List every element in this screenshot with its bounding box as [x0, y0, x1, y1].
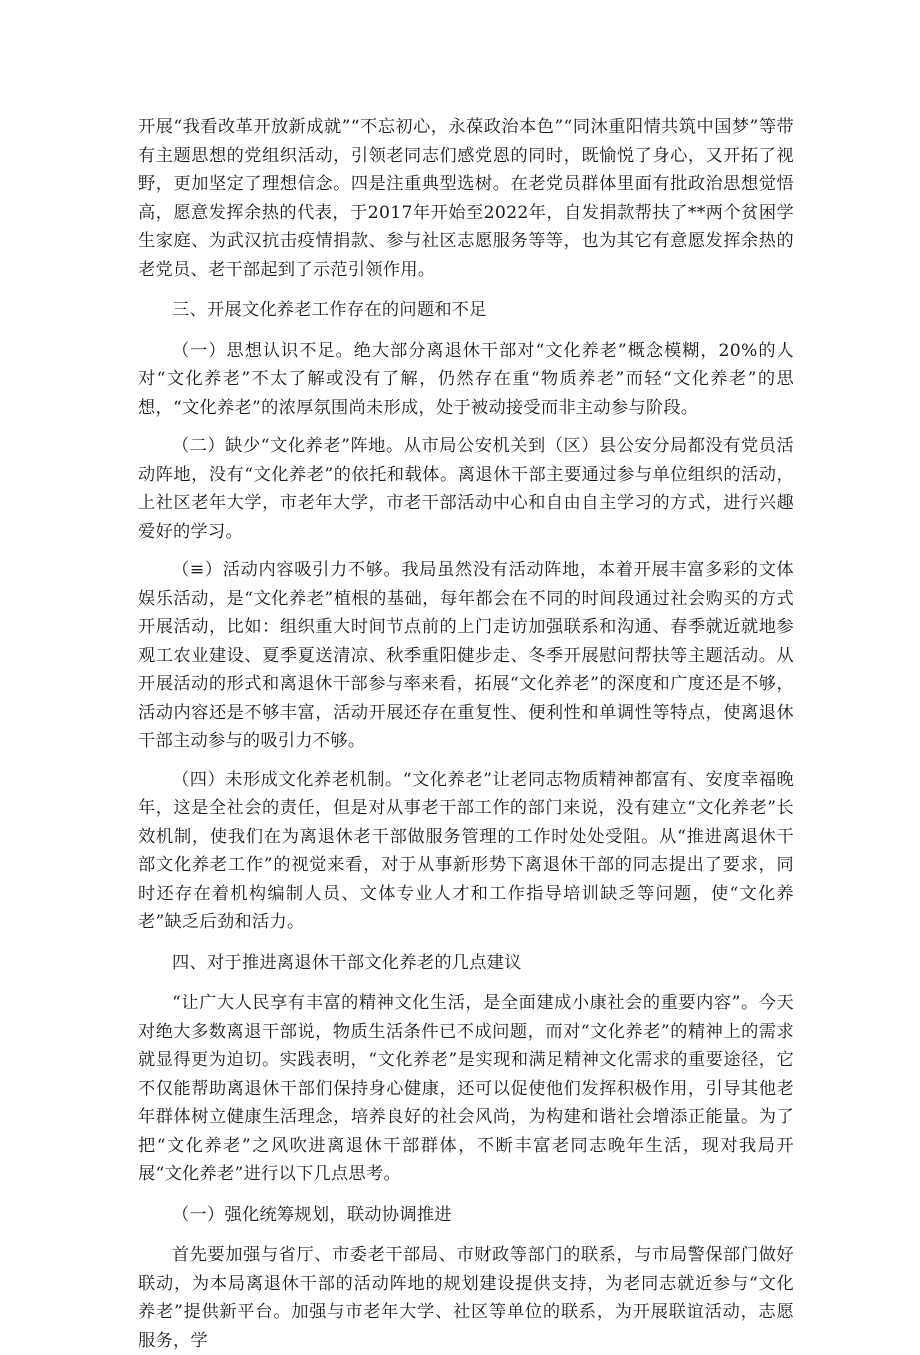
- subsection-heading-1: （一）强化统筹规划，联动协调推进: [172, 1204, 452, 1225]
- section-heading-4: 四、对于推进离退休干部文化养老的几点建议: [172, 952, 522, 973]
- paragraph-coordination: 首先要加强与省厅、市委老干部局、市财政等部门的联系，与市局警保部门做好联动，为本局离退休干部的活动阵地的规划建设提供支持，为老同志就近参与“文化养老”提供新平台。加强与市老年大学、社区等单位的联系，为开展联谊活动，志愿服务，学: [138, 1245, 794, 1351]
- section-heading-3: 三、开展文化养老工作存在的问题和不足: [172, 300, 487, 320]
- paragraph-no-mechanism: （四）未形成文化养老机制。“文化养老”让老同志物质精神都富有、安度幸福晚年，这是全社会的责任，但是对从事老干部工作的部门来说，没有建立“文化养老”长效机制，使我们在为离退休老干部做服务管理的工作时处处受阻。从“推进离退休干部文化养老工作”的视觉来看，对于从事新形势下离退休干部的同志提出了要求，同时还存在着机构编制人员、文体专业人才和工作指导培训缺乏等问题，使“文化养老”缺乏后劲和活力。: [138, 769, 794, 932]
- paragraph-continuation: 开展“我看改革开放新成就”“不忘初心，永葆政治本色”“同沐重阳情共筑中国梦”等带有主题思想的党组织活动，引领老同志们感党恩的同时，既愉悦了身心，又开拓了视野，更加坚定了理想信念。四是注重典型选树。在老党员群体里面有批政治思想觉悟高，愿意发挥余热的代表，于2017年开始至2022年，自发捐款帮扶了**两个贫困学生家庭、为武汉抗击疫情捐款、参与社区志愿服务等等，也为其它有意愿发挥余热的老党员、老干部起到了示范引领作用。: [138, 117, 794, 280]
- document-page: [138, 113, 794, 1355]
- paragraph-activity-appeal: （≡）活动内容吸引力不够。我局虽然没有活动阵地，本着开展丰富多彩的文体娱乐活动，是“文化养老”植根的基础，每年都会在不同的时间段通过社会购买的方式开展活动，比如：组织重大时间节点前的上门走访加强联系和沟通、春季就近就地参观工农业建设、夏季夏送清凉、秋季重阳健步走、冬季开展慰问帮扶等主题活动。从开展活动的形式和离退休干部参与率来看，拓展“文化养老”的深度和广度还是不够，活动内容还是不够丰富，活动开展还存在重复性、便利性和单调性等特点，使离退休干部主动参与的吸引力不够。: [138, 560, 794, 751]
- paragraph-lack-of-venues: （二）缺少“文化养老”阵地。从市局公安机关到（区）县公安分局都没有党员活动阵地，没有“文化养老”的依托和载体。离退休干部主要通过参与单位组织的活动，上社区老年大学，市老年大学，市老干部活动中心和自由自主学习的方式，进行兴趣爱好的学习。: [138, 436, 794, 542]
- paragraph-suggestions-intro: “让广大人民享有丰富的精神文化生活，是全面建成小康社会的重要内容”。今天对绝大多数离退干部说，物质生活条件已不成问题，而对“文化养老”的精神上的需求就显得更为迫切。实践表明，“文化养老”是实现和满足精神文化需求的重要途径，它不仅能帮助离退休干部们保持身心健康，还可以促使他们发挥积极作用，引导其他老年群体树立健康生活理念，培养良好的社会风尚，为构建和谐社会增添正能量。为了把“文化养老”之风吹进离退休干部群体，不断丰富老同志晚年生活，现对我局开展“文化养老”进行以下几点思考。: [138, 993, 794, 1184]
- paragraph-ideological-awareness: （一）思想认识不足。绝大部分离退休干部对“文化养老”概念模糊，20%的人对“文化养老”不太了解或没有了解，仍然存在重“物质养老”而轻“文化养老”的思想，“文化养老”的浓厚氛围尚未形成，处于被动接受而非主动参与阶段。: [138, 340, 794, 418]
